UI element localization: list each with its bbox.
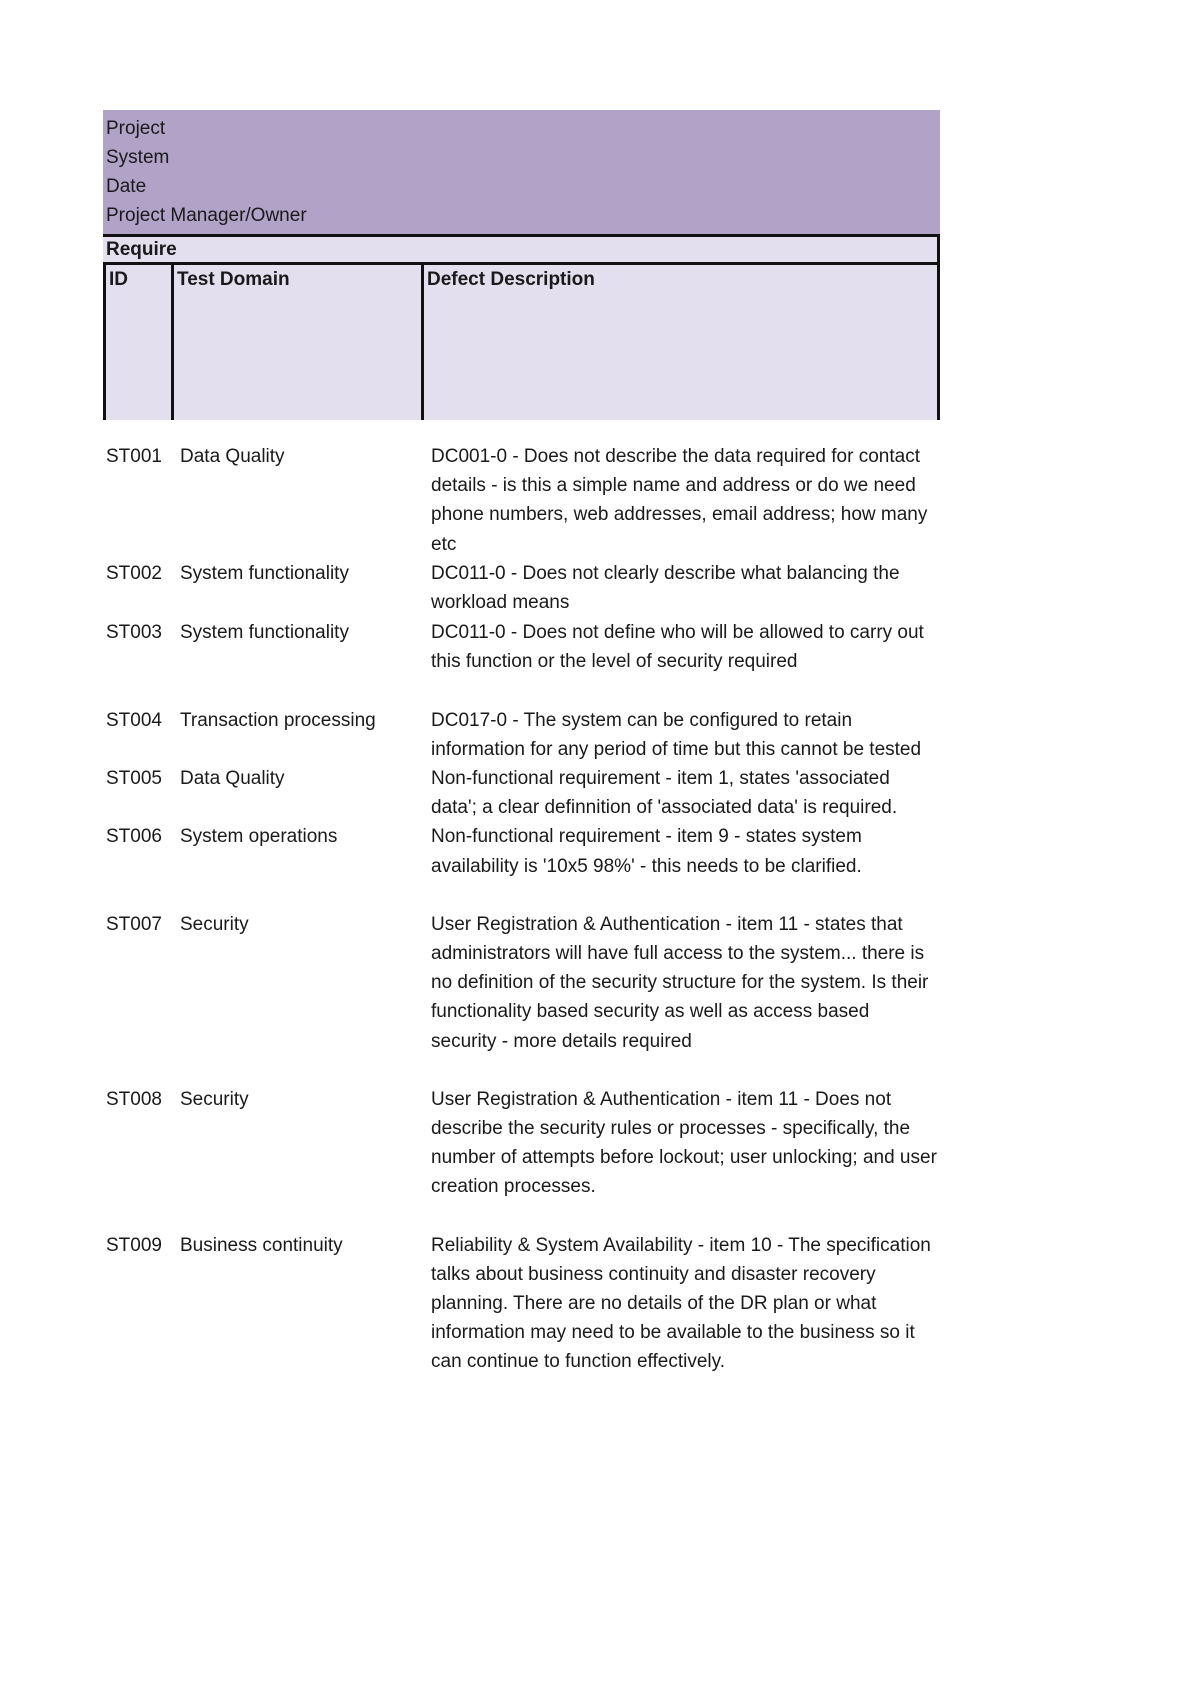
- row-description: DC011-0 - Does not clearly describe what balancing the workload means: [431, 562, 900, 614]
- table-row: [103, 822, 940, 880]
- row-domain: Transaction processing: [180, 709, 376, 731]
- row-domain: System functionality: [180, 622, 349, 644]
- table-header: [103, 265, 940, 420]
- row-id: ST004: [106, 709, 162, 731]
- table-row: [103, 442, 940, 559]
- section-header: Require: [103, 234, 940, 265]
- table-row: [103, 618, 940, 676]
- row-id: ST009: [106, 1234, 162, 1256]
- row-id: ST006: [106, 826, 162, 848]
- row-id: ST001: [106, 446, 162, 467]
- row-description: User Registration & Authentication - item 11 - states that administrators will have full access to the system... there is no definition of the security structure for the system. Is their functionality based security as well as access based security - more details required: [431, 913, 929, 1052]
- row-domain: Data Quality: [180, 446, 285, 467]
- defect-log-sheet: [103, 110, 940, 1377]
- row-domain: System functionality: [180, 562, 349, 584]
- row-id: ST008: [106, 1088, 162, 1110]
- owner-label: Project Manager/Owner: [106, 205, 307, 226]
- row-description: Reliability & System Availability - item 10 - The specification talks about business continuity and disaster recovery planning. There are no details of the DR plan or what information may need to be available to the business so it can continue to function effectively.: [431, 1234, 931, 1373]
- date-label: Date: [106, 176, 147, 197]
- row-description: User Registration & Authentication - item 11 - Does not describe the security rules or processes - specifically, the number of attempts before lockout; user unlocking; and user creation processes.: [431, 1088, 937, 1198]
- row-domain: Security: [180, 913, 249, 935]
- column-header-test-domain: Test Domain: [174, 265, 424, 420]
- column-header-defect-description: Defect Description: [427, 269, 595, 290]
- row-description: DC011-0 - Does not define who will be allowed to carry out this function or the level of security required: [431, 622, 924, 673]
- table-row: [103, 1231, 940, 1377]
- row-domain: Data Quality: [180, 768, 285, 790]
- row-domain: Security: [180, 1088, 249, 1110]
- row-domain: System operations: [180, 826, 338, 848]
- table-row: [103, 559, 940, 617]
- row-description: DC017-0 - The system can be configured to retain information for any period of time but this cannot be tested: [431, 709, 922, 760]
- column-header-id: ID: [103, 265, 174, 420]
- project-info-block: [103, 110, 940, 234]
- table-row: [103, 706, 940, 764]
- row-description: Non-functional requirement - item 9 - states system availability is '10x5 98%' - this needs to be clarified.: [431, 826, 862, 877]
- row-description: Non-functional requirement - item 1, states 'associated data'; a clear definnition of 'associated data' is required.: [431, 768, 898, 819]
- table-row: [103, 910, 940, 1056]
- table-row: [103, 1085, 940, 1202]
- system-label: System: [106, 147, 170, 168]
- row-description: DC001-0 - Does not describe the data required for contact details - is this a simple name and address or do we need phone numbers, web addresses, email address; how many etc: [431, 446, 928, 555]
- row-domain: Business continuity: [180, 1234, 343, 1256]
- row-id: ST005: [106, 768, 162, 790]
- table-row: [103, 764, 940, 822]
- row-id: ST002: [106, 562, 162, 584]
- defect-rows: [103, 442, 940, 1377]
- row-id: ST007: [106, 913, 162, 935]
- project-label: Project: [106, 118, 166, 139]
- row-id: ST003: [106, 622, 162, 644]
